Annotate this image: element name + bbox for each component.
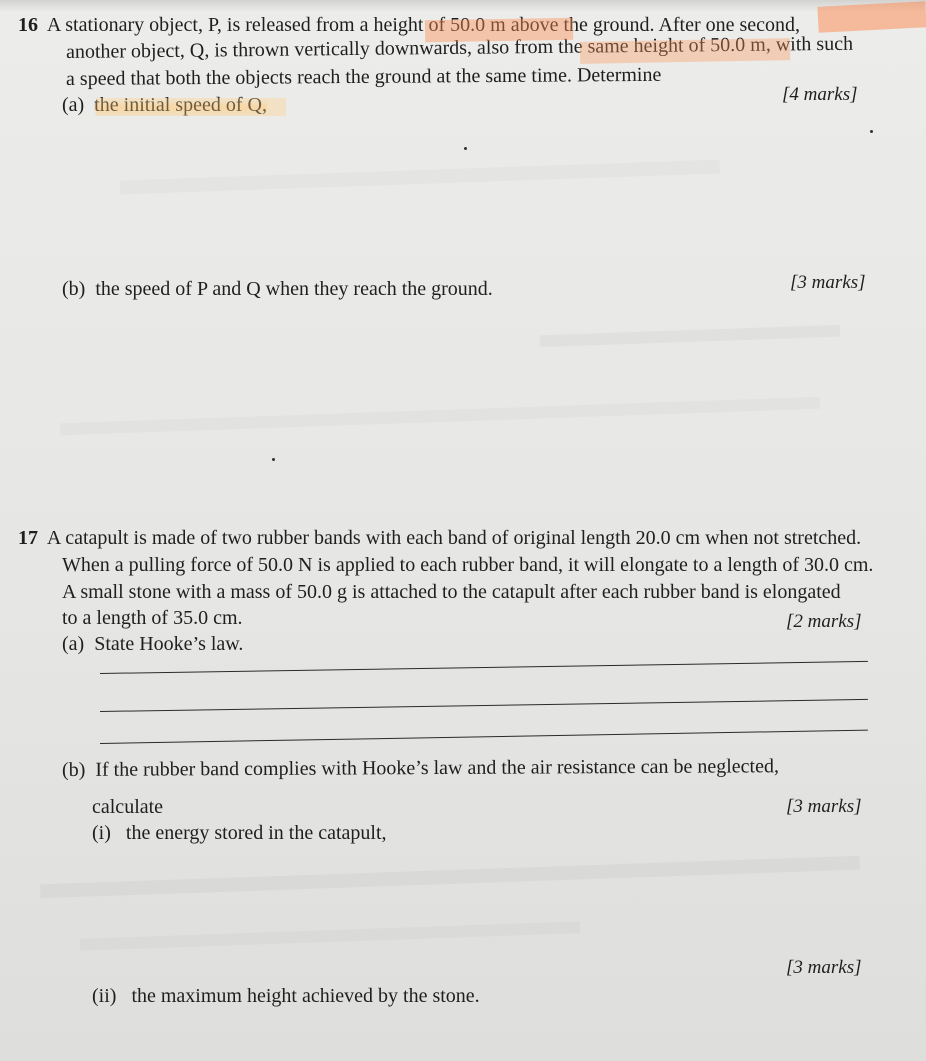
q17-line-2: When a pulling force of 50.0 N is applied to each rubber band, it will elongate to a length of 30.0 cm. (62, 554, 874, 576)
q16-part-b (62, 276, 493, 302)
q17-line-1 (18, 525, 861, 551)
q17-part-b-ii (92, 983, 480, 1009)
q16-part-b-text: the speed of P and Q when they reach the ground. (95, 278, 493, 300)
q17-part-b-ii-label: (ii) (92, 985, 117, 1007)
q17-part-a-label: (a) (62, 633, 85, 655)
q17-part-b-marks: [3 marks] (786, 796, 862, 817)
answer-line-2 (100, 699, 868, 712)
q16-line-2: another object, Q, is thrown vertically downwards, also from the same height of 50.0 m, with such (65, 32, 854, 63)
q17-line-3: A small stone with a mass of 50.0 g is attached to the catapult after each rubber band is elongated (62, 581, 841, 603)
q17-part-b-i-label: (i) (92, 822, 111, 844)
highlight-one-second (817, 1, 926, 33)
q17-part-b-line-1: If the rubber band complies with Hooke’s law and the air resistance can be neglected, (95, 755, 780, 781)
q16-part-b-label: (b) (62, 278, 86, 300)
q17-part-b-i-text: the energy stored in the catapult, (125, 822, 387, 844)
q17-part-a-text: State Hooke’s law. (94, 633, 244, 655)
q17-part-b-ii-marks: [3 marks] (786, 957, 862, 978)
q17-part-a (62, 631, 243, 657)
q17-part-b-label: (b) (61, 758, 86, 781)
q17-part-a-marks: [2 marks] (786, 611, 862, 632)
q17-number: 17 (18, 527, 38, 549)
q16-part-b-marks: [3 marks] (790, 272, 866, 293)
stray-mark (272, 458, 275, 461)
highlight-initial-speed (96, 98, 286, 116)
page-top-shadow (0, 0, 926, 12)
show-through-texture (40, 856, 860, 899)
q16-line-3: a speed that both the objects reach the ground at the same time. Determine (65, 63, 662, 90)
answer-line-1 (100, 661, 868, 674)
q17-part-b-i (92, 820, 387, 846)
show-through-texture (80, 921, 580, 950)
show-through-texture (60, 397, 820, 436)
answer-line-3 (100, 730, 868, 744)
q17-part-b-line-2: calculate (92, 796, 164, 818)
q17-part-b (62, 753, 779, 783)
q17-line-4: to a length of 35.0 cm. (62, 607, 243, 629)
q16-part-a-text: the initial speed of Q, (94, 94, 267, 116)
stray-mark (464, 147, 467, 150)
q16-part-a-label: (a) (62, 94, 85, 116)
highlight-height-50m (425, 18, 573, 43)
stray-mark (870, 130, 873, 133)
show-through-texture (540, 325, 840, 347)
q16-part-a-marks: [4 marks] (782, 84, 858, 105)
q16-number: 16 (18, 14, 38, 36)
q16-text-line-1: A stationary object, P, is released from a height of 50.0 m above the ground. After one second, (46, 14, 801, 36)
q17-part-b-ii-text: the maximum height achieved by the stone. (131, 985, 480, 1007)
show-through-texture (120, 160, 720, 195)
highlight-same-height (580, 38, 790, 64)
q17-text-line-1: A catapult is made of two rubber bands with each band of original length 20.0 cm when not stretched. (46, 527, 862, 549)
